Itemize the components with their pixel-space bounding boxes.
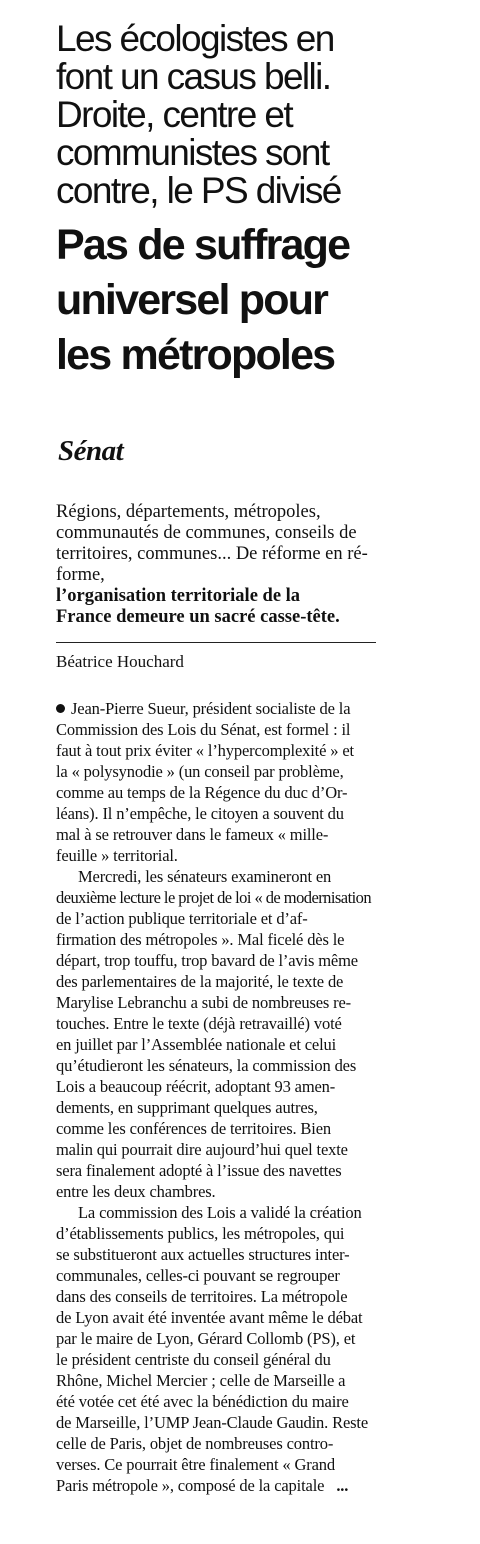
body-line: d’établissements publics, les métropoles, qui bbox=[56, 1224, 345, 1243]
body-line: Lois a beaucoup réécrit, adoptant 93 amen- bbox=[56, 1077, 336, 1096]
lead-plain-text: forme, bbox=[56, 565, 105, 585]
body-line: La commission des Lois a validé la création bbox=[78, 1203, 362, 1222]
body-line: mal à se retrouver dans le fameux « mille- bbox=[56, 825, 329, 844]
body-line: la « polysynodie » (un conseil par problème, bbox=[56, 762, 344, 781]
body-line: deuxième lecture le projet de loi « de modernisation bbox=[56, 888, 372, 907]
body-line bbox=[56, 698, 440, 719]
body-line: par le maire de Lyon, Gérard Collomb (PS), et bbox=[56, 1329, 356, 1348]
body-line: sera finalement adopté à l’issue des navettes bbox=[56, 1161, 342, 1180]
article-surtitle bbox=[56, 20, 440, 210]
body-line: touches. Entre le texte (déjà retravaillé) voté bbox=[56, 1014, 342, 1033]
body-line: se substitueront aux actuelles structures inter- bbox=[56, 1245, 350, 1264]
body-line: entre les deux chambres. bbox=[56, 1182, 216, 1201]
byline-divider bbox=[56, 642, 376, 643]
body-text: Paris métropole », composé de la capitale bbox=[56, 1476, 325, 1495]
body-line: qu’étudieront les sénateurs, la commission des bbox=[56, 1056, 357, 1075]
body-line: Mercredi, les sénateurs examineront en bbox=[78, 867, 332, 886]
body-line: en juillet par l’Assemblée nationale et celui bbox=[56, 1035, 337, 1054]
article-headline bbox=[56, 218, 440, 383]
body-line: feuille » territorial. bbox=[56, 846, 178, 865]
article-body bbox=[56, 698, 440, 1496]
body-line: de Marseille, l’UMP Jean-Claude Gaudin. Reste bbox=[56, 1413, 369, 1432]
lead-line bbox=[56, 565, 440, 607]
lead-bold-text: l’organisation territoriale de la bbox=[56, 586, 301, 606]
surtitle-line: contre, le PS divisé bbox=[56, 170, 341, 211]
author-byline: Béatrice Houchard bbox=[56, 652, 184, 671]
body-line: de Lyon avait été inventée avant même le débat bbox=[56, 1308, 363, 1327]
body-line: comme au temps de la Régence du duc d’Or- bbox=[56, 783, 348, 802]
lead-line: communautés de communes, conseils de bbox=[56, 523, 357, 543]
continuation-marker: ... bbox=[336, 1476, 349, 1495]
body-line: des parlementaires de la majorité, le texte de bbox=[56, 972, 344, 991]
body-line: de l’action publique territoriale et d’af- bbox=[56, 909, 308, 928]
body-line: dements, en supprimant quelques autres, bbox=[56, 1098, 318, 1117]
body-line: été votée cet été avec la bénédiction du maire bbox=[56, 1392, 349, 1411]
body-text: Jean-Pierre Sueur, président socialiste de la bbox=[71, 699, 351, 718]
surtitle-line: font un casus belli. bbox=[56, 56, 331, 97]
body-line: départ, trop touffu, trop bavard de l’avis même bbox=[56, 951, 358, 970]
body-line: comme les conférences de territoires. Bien bbox=[56, 1119, 331, 1138]
headline-line: universel pour bbox=[56, 276, 328, 324]
bullet-icon bbox=[56, 704, 65, 713]
lead-line: Régions, départements, métropoles, bbox=[56, 502, 321, 522]
body-line: malin qui pourrait dire aujourd’hui quel texte bbox=[56, 1140, 348, 1159]
body-line: le président centriste du conseil général du bbox=[56, 1350, 331, 1369]
surtitle-line: communistes sont bbox=[56, 132, 329, 173]
headline-line: Pas de suffrage bbox=[56, 221, 350, 269]
body-line: celle de Paris, objet de nombreuses contro- bbox=[56, 1434, 334, 1453]
surtitle-line: Droite, centre et bbox=[56, 94, 293, 135]
lead-line: territoires, communes... De réforme en ré- bbox=[56, 544, 368, 564]
body-line: dans des conseils de territoires. La métropole bbox=[56, 1287, 348, 1306]
body-line: firmation des métropoles ». Mal ficelé dès le bbox=[56, 930, 345, 949]
body-line: léans). Il n’empêche, le citoyen a souvent du bbox=[56, 804, 344, 823]
surtitle-line: Les écologistes en bbox=[56, 18, 334, 59]
lead-bold-text: France demeure un sacré casse-tête. bbox=[56, 607, 340, 627]
section-rubric: Sénat bbox=[58, 435, 124, 467]
lead-line bbox=[56, 607, 440, 628]
article-lead bbox=[56, 502, 440, 628]
body-line: faut à tout prix éviter « l’hypercomplexité » et bbox=[56, 741, 354, 760]
body-line: Commission des Lois du Sénat, est formel : il bbox=[56, 720, 351, 739]
body-line: communales, celles-ci pouvant se regrouper bbox=[56, 1266, 340, 1285]
body-line: Rhône, Michel Mercier ; celle de Marseille a bbox=[56, 1371, 346, 1390]
body-line bbox=[56, 1475, 440, 1496]
body-line: verses. Ce pourrait être finalement « Grand bbox=[56, 1455, 335, 1474]
body-line: Marylise Lebranchu a subi de nombreuses re- bbox=[56, 993, 352, 1012]
headline-line: les métropoles bbox=[56, 331, 335, 379]
